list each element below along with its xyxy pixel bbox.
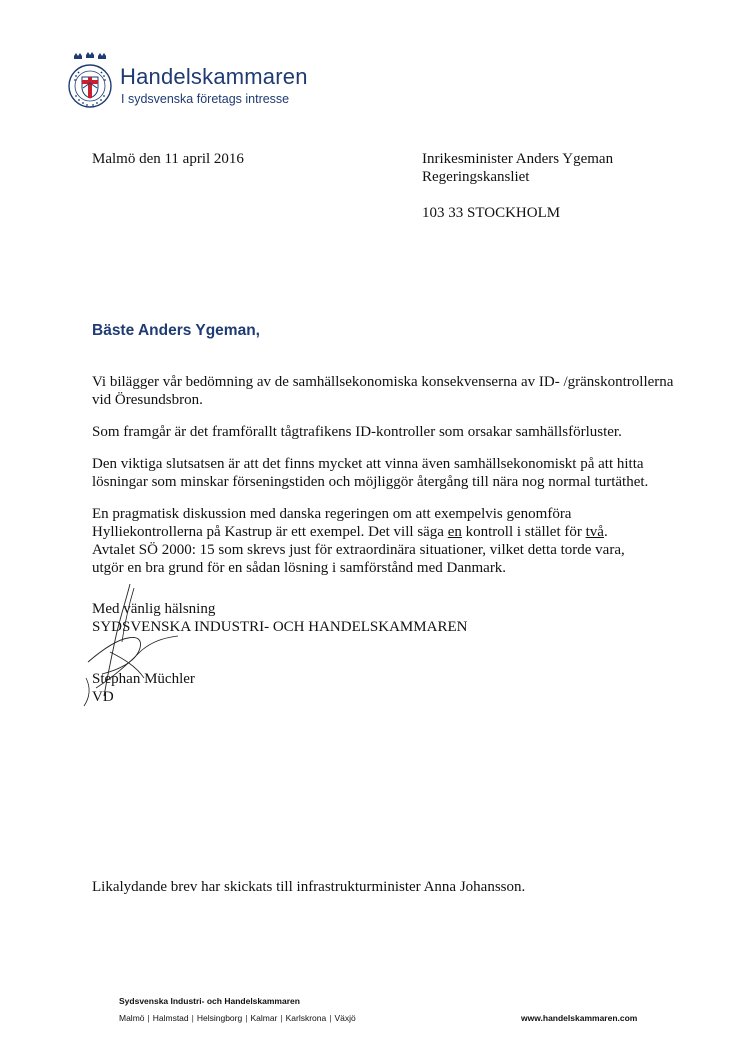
paragraph-line: Som framgår är det framförallt tågtrafikens ID-kontroller som orsakar samhällsförluster. <box>92 424 622 440</box>
letter-body <box>92 373 674 591</box>
paragraph-3 <box>92 455 662 491</box>
recipient-org: Regeringskansliet <box>422 169 530 185</box>
paragraph-line: En pragmatisk diskussion med danska regeringen om att exempelvis genomföra <box>92 506 572 522</box>
underlined-word-en: en <box>447 524 462 540</box>
paragraph-line: utgör en bra grund för en sådan lösning i samförstånd med Danmark. <box>92 560 507 576</box>
paragraph-4 <box>92 505 662 577</box>
cc-note: Likalydande brev har skickats till infrastrukturminister Anna Johansson. <box>92 879 526 895</box>
footer-city: Växjö <box>334 1013 356 1023</box>
page-footer <box>119 996 649 1023</box>
text-run: kontroll i stället för <box>461 524 586 540</box>
footer-website-link[interactable]: www.handelskammaren.com <box>521 1013 638 1023</box>
footer-organization: Sydsvenska Industri- och Handelskammaren <box>119 996 300 1006</box>
signer-name: Stephan Müchler <box>92 671 195 687</box>
paragraph-line <box>92 523 662 541</box>
text-run: . <box>603 524 608 540</box>
paragraph-line: Den viktiga slutsatsen är att det finns mycket att vinna även samhällsekonomiskt på att hitta <box>92 456 644 472</box>
paragraph-2 <box>92 423 662 441</box>
footer-city: Kalmar <box>250 1013 278 1023</box>
letterhead-logo <box>66 52 316 112</box>
footer-city: Helsingborg <box>196 1013 243 1023</box>
sender-organization: SYDSVENSKA INDUSTRI- OCH HANDELSKAMMAREN <box>92 619 468 635</box>
chamber-seal-icon <box>66 52 114 110</box>
footer-city: Malmö <box>119 1013 145 1023</box>
text-run: Hylliekontrollerna på Kastrup är ett exempel. Det vill säga <box>92 524 448 540</box>
paragraph-line: Avtalet SÖ 2000: 15 som skrevs just för extraordinära situationer, vilket detta torde vara, <box>92 542 625 558</box>
handwritten-signature <box>82 578 192 708</box>
footer-city: Halmstad <box>152 1013 189 1023</box>
signer-title: VD <box>92 689 114 705</box>
footer-cities: Malmö | Halmstad | Helsingborg | Kalmar | Karlskrona | Växjö <box>119 1013 356 1023</box>
salutation: Bäste Anders Ygeman, <box>92 322 260 339</box>
closing-phrase: Med vänlig hälsning <box>92 601 216 617</box>
paragraph-line: Vi bilägger vår bedömning av de samhällsekonomiska konsekvenserna av ID- /gränskontrollerna <box>92 374 674 390</box>
footer-city: Karlskrona <box>285 1013 327 1023</box>
letter-date: Malmö den 11 april 2016 <box>92 151 244 167</box>
underlined-word-tva: två <box>585 524 604 540</box>
recipient-postal-address: 103 33 STOCKHOLM <box>422 205 561 221</box>
recipient-name: Inrikesminister Anders Ygeman <box>422 151 614 167</box>
recipient-address <box>422 150 613 186</box>
paragraph-1 <box>92 373 674 409</box>
paragraph-line: lösningar som minskar förseningstiden och möjliggör återgång till nära nog normal turtäthet. <box>92 474 649 490</box>
paragraph-line: vid Öresundsbron. <box>92 392 203 408</box>
brand-name: Handelskammaren <box>120 64 308 89</box>
brand-tagline: I sydsvenska företags intresse <box>121 92 290 106</box>
